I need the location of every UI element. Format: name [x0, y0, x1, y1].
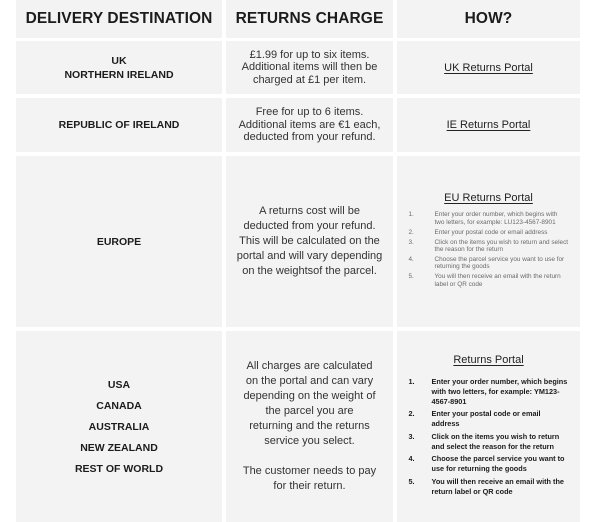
charge-line: deducted from your refund.: [243, 131, 376, 144]
list-item: 1. Enter your order number, which begins with two letters, for example: LU123-4567-8901: [408, 211, 558, 226]
charge-uk: [226, 41, 393, 94]
charge-line: on the portal and can vary: [245, 375, 374, 387]
charge-line: deducted from your refund.: [243, 220, 376, 232]
header-returns-charge: RETURNS CHARGE: [226, 0, 393, 38]
eu-returns-portal-link[interactable]: EU Returns Portal: [444, 192, 533, 205]
charge-line: depending on the weight of: [243, 390, 376, 402]
destination-line: NORTHERN IRELAND: [64, 68, 174, 81]
destination-ireland: [16, 98, 222, 152]
charge-line: Free for up to 6 items.: [255, 106, 364, 119]
destination-uk: [16, 41, 222, 94]
destination-line: USA: [107, 378, 131, 391]
charge-line: on the weightsof the parcel.: [242, 265, 377, 277]
charge-europe: [226, 156, 393, 327]
eu-steps-list: [409, 211, 569, 290]
charge-ireland: [226, 98, 393, 152]
list-item: 5. You will then receive an email with the return label or QR code: [408, 476, 564, 496]
how-ireland: [397, 98, 580, 152]
uk-returns-portal-link[interactable]: UK Returns Portal: [444, 61, 533, 74]
ie-returns-portal-link[interactable]: IE Returns Portal: [446, 119, 531, 131]
list-item: 3. Click on the items you wish to return and select the reason for the return: [408, 431, 560, 451]
charge-line: All charges are calculated: [246, 360, 373, 372]
list-item: 2. Enter your postal code or email address: [408, 228, 548, 236]
charge-line: £1.99 for up to six items.: [249, 48, 370, 61]
charge-line: Additional items are €1 each,: [238, 118, 381, 131]
how-uk: [397, 41, 580, 94]
list-item: 4. Choose the parcel service you want to use for returning the goods: [408, 255, 565, 271]
charge-note-line: for their return.: [273, 480, 346, 492]
charge-line: portal and will vary depending: [236, 250, 383, 262]
destination-line: NEW ZEALAND: [80, 441, 158, 454]
destination-line: REPUBLIC OF IRELAND: [58, 119, 180, 131]
destination-line: UK: [111, 54, 127, 67]
destination-rest-of-world: [16, 331, 222, 522]
list-item: 1. Enter your order number, which begins with two letters, for example: YM123-4567-8901: [408, 376, 568, 406]
header-destination: DELIVERY DESTINATION: [16, 0, 222, 38]
charge-line: service you select.: [264, 435, 355, 447]
list-item: 4. Choose the parcel service you want to use for returning the goods: [408, 454, 565, 474]
charge-line: the parcel you are: [265, 405, 354, 417]
charge-rest-of-world: [226, 331, 393, 522]
charge-line: A returns cost will be: [259, 205, 360, 217]
how-rest-of-world: [397, 331, 580, 522]
destination-line: AUSTRALIA: [88, 420, 150, 433]
returns-portal-link[interactable]: Returns Portal: [453, 353, 524, 366]
row-steps-list: [409, 377, 569, 500]
charge-line: charged at £1 per item.: [252, 73, 367, 86]
list-item: 5. You will then receive an email with the return label or QR code: [408, 273, 561, 288]
list-item: 2. Enter your postal code or email address: [408, 409, 541, 429]
charge-line: Additional items will then be: [241, 61, 378, 74]
header-how: HOW?: [397, 0, 580, 38]
charge-note-line: The customer needs to pay: [242, 465, 377, 477]
charge-line: This will be calculated on the: [239, 235, 380, 247]
destination-europe: [16, 156, 222, 327]
list-item: 3. Click on the items you wish to return and select the reason for the return: [408, 238, 569, 254]
destination-line: REST OF WORLD: [74, 462, 164, 475]
destination-line: CANADA: [96, 399, 142, 412]
destination-line: EUROPE: [96, 235, 142, 248]
charge-line: returning and the returns: [249, 420, 370, 432]
how-europe: [397, 156, 580, 327]
